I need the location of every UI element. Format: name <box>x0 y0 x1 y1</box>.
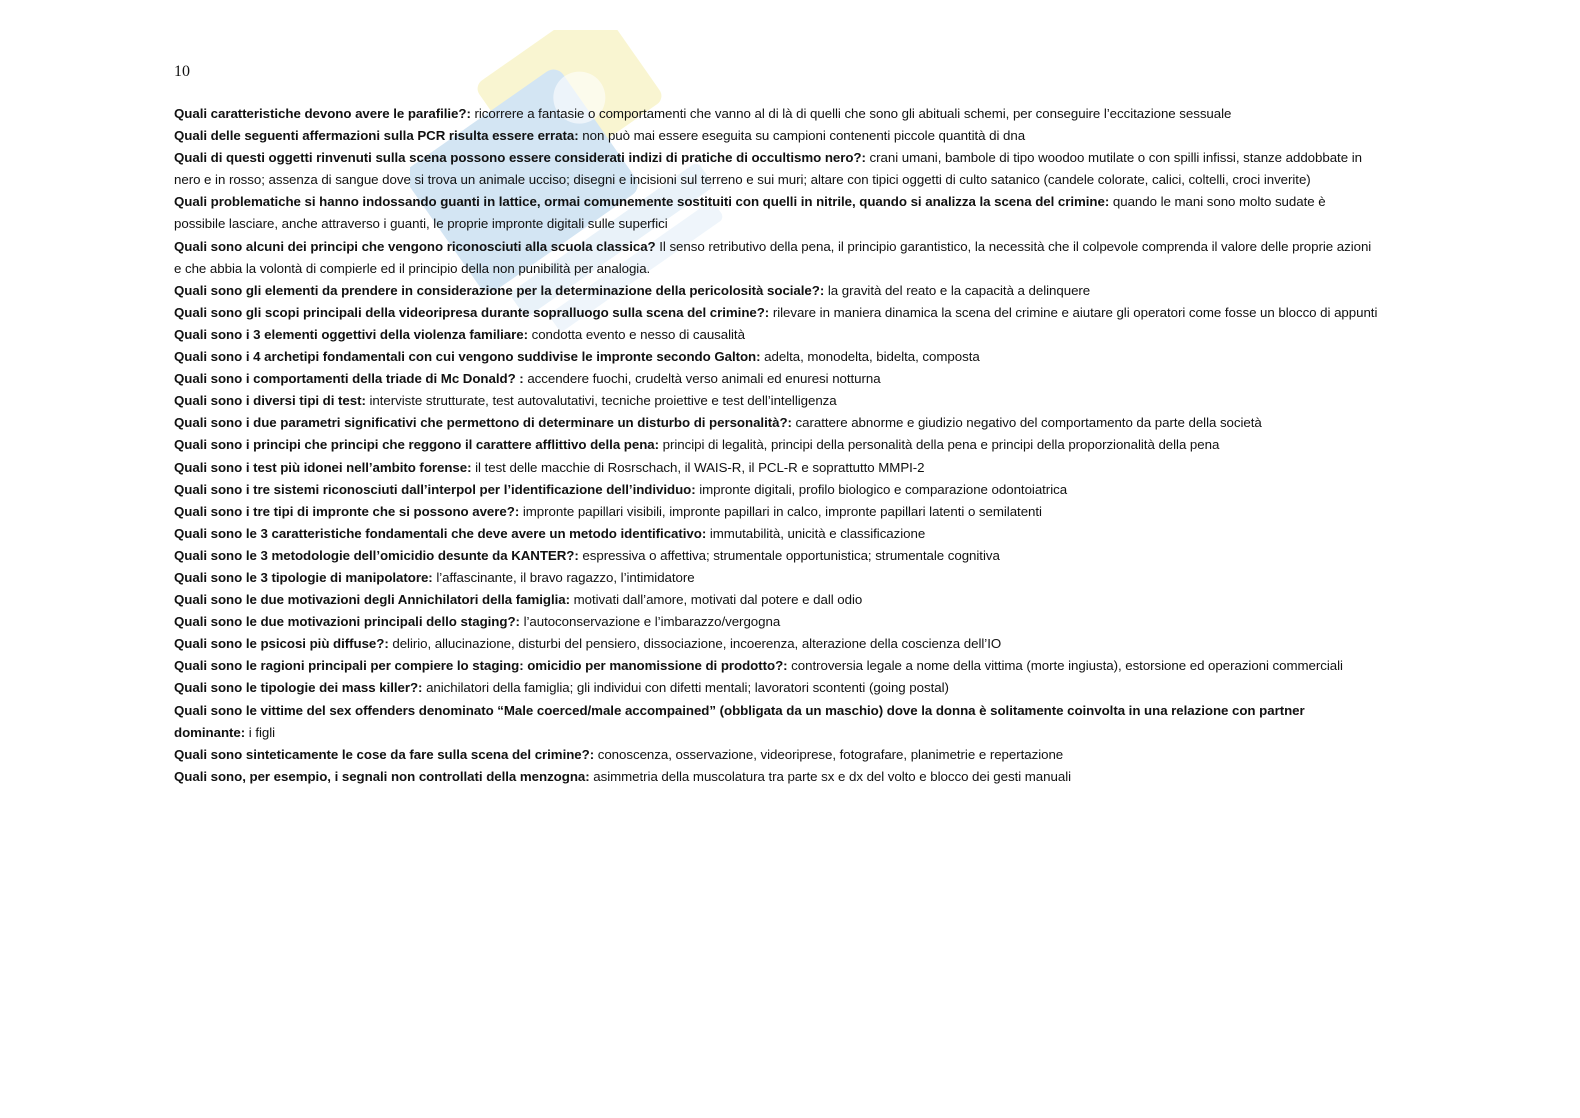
qa-item <box>174 655 1379 677</box>
answer-text: adelta, monodelta, bidelta, composta <box>760 349 980 365</box>
question-text: Quali sono le due motivazioni principali dello staging?: <box>174 614 520 630</box>
qa-item <box>174 236 1379 280</box>
qa-item <box>174 567 1379 589</box>
question-text: Quali sono le vittime del sex offenders denominato “Male coerced/male accompained” (obbligata da un maschio) dove la donna è solitamente coinvolta in una relazione con partner dominante: <box>174 702 1305 740</box>
answer-text: ricorrere a fantasie o comportamenti che vanno al di là di quelli che sono gli abituali schemi, per conseguire l’eccitazione sessuale <box>470 106 1232 121</box>
question-text: Quali sono le tipologie dei mass killer?: <box>174 680 423 696</box>
answer-text: principi di legalità, principi della personalità della pena e principi della proporzionalità della pena <box>659 437 1220 453</box>
qa-item <box>174 368 1379 390</box>
answer-text: il test delle macchie di Rosrschach, il WAIS-R, il PCL-R e soprattutto MMPI-2 <box>471 459 925 475</box>
qa-item <box>174 479 1379 501</box>
question-text: Quali sono gli elementi da prendere in considerazione per la determinazione della pericolosità sociale?: <box>174 282 825 298</box>
question-text: Quali sono i diversi tipi di test: <box>174 393 366 409</box>
question-text: Quali sono i 4 archetipi fondamentali con cui vengono suddivise le impronte secondo Galton: <box>174 349 761 365</box>
page-number: 10 <box>174 63 190 80</box>
qa-item <box>174 280 1379 302</box>
answer-text: Il senso retributivo della pena, il principio garantistico, la necessità che il colpevole comprenda il valore delle proprie azioni e che abbia la volontà di compierle ed il principio della non punibilità per analogia. <box>174 238 1372 276</box>
qa-item <box>174 346 1379 368</box>
answer-text: rilevare in maniera dinamica la scena del crimine e aiutare gli operatori come fosse un blocco di appunti <box>769 304 1378 320</box>
answer-text: delirio, allucinazione, disturbi del pensiero, dissociazione, incoerenza, alterazione della coscienza dell’IO <box>388 636 1002 652</box>
qa-item <box>174 434 1379 456</box>
qa-item <box>174 302 1379 324</box>
answer-text: carattere abnorme e giudizio negativo del comportamento da parte della società <box>791 415 1262 431</box>
qa-item <box>174 523 1379 545</box>
answer-text: asimmetria della muscolatura tra parte sx e dx del volto e blocco dei gesti manuali <box>589 768 1071 784</box>
answer-text: motivati dall’amore, motivati dal potere e dall odio <box>569 592 863 608</box>
answer-text: accendere fuochi, crudeltà verso animali ed enuresi notturna <box>523 371 881 387</box>
answer-text: condotta evento e nesso di causalità <box>527 326 745 342</box>
answer-text: la gravità del reato e la capacità a delinquere <box>824 282 1091 298</box>
qa-item <box>174 125 1379 147</box>
question-text: Quali problematiche si hanno indossando guanti in lattice, ormai comunemente sostituiti con quelli in nitrile, quando si analizza la scena del crimine: <box>174 194 1110 210</box>
qa-item <box>174 390 1379 412</box>
answer-text: i figli <box>245 724 276 740</box>
answer-text: conoscenza, osservazione, videoriprese, fotografare, planimetrie e repertazione <box>594 746 1064 762</box>
question-text: Quali sono i due parametri significativi che permettono di determinare un disturbo di personalità?: <box>174 415 792 431</box>
answer-text: l’affascinante, il bravo ragazzo, l’intimidatore <box>432 569 695 585</box>
qa-item <box>174 412 1379 434</box>
question-text: Quali di questi oggetti rinvenuti sulla scena possono essere considerati indizi di pratiche di occultismo nero?: <box>174 150 866 166</box>
qa-item <box>174 700 1379 744</box>
qa-item <box>174 324 1379 346</box>
qa-item <box>174 589 1379 611</box>
question-text: Quali sono i tre sistemi riconosciuti dall’interpol per l’identificazione dell’individuo: <box>174 481 696 497</box>
answer-text: quando le mani sono molto sudate è possibile lasciare, anche attraverso i guanti, le proprie impronte digitali sulle superfici <box>174 194 1326 232</box>
answer-text: non può mai essere eseguita su campioni contenenti piccole quantità di dna <box>578 128 1026 144</box>
qa-item <box>174 457 1379 479</box>
qa-item <box>174 611 1379 633</box>
qa-item <box>174 103 1379 125</box>
question-text: Quali sono alcuni dei principi che vengono riconosciuti alla scuola classica? <box>174 238 656 254</box>
qa-list <box>174 103 1379 788</box>
qa-item <box>174 766 1379 788</box>
question-text: Quali sono le due motivazioni degli Annichilatori della famiglia: <box>174 592 570 608</box>
question-text: Quali sono i tre tipi di impronte che si possono avere?: <box>174 503 520 519</box>
question-text: Quali sono i test più idonei nell’ambito forense: <box>174 459 472 475</box>
question-text: Quali sono i 3 elementi oggettivi della violenza familiare: <box>174 326 528 342</box>
question-text: Quali sono gli scopi principali della videoripresa durante sopralluogo sulla scena del crimine?: <box>174 304 770 320</box>
qa-item <box>174 633 1379 655</box>
answer-text: l’autoconservazione e l’imbarazzo/vergogna <box>519 614 781 630</box>
answer-text: anichilatori della famiglia; gli individui con difetti mentali; lavoratori scontenti (going postal) <box>422 680 949 696</box>
question-text: Quali sono, per esempio, i segnali non controllati della menzogna: <box>174 768 590 784</box>
question-text: Quali sono sinteticamente le cose da fare sulla scena del crimine?: <box>174 746 595 762</box>
question-text: Quali sono i comportamenti della triade di Mc Donald? : <box>174 371 524 387</box>
qa-item <box>174 744 1379 766</box>
answer-text: crani umani, bambole di tipo woodoo mutilate o con spilli infissi, stanze addobbate in nero e in rosso; assenza di sangue dove si trova un animale ucciso; disegni e incisioni sul terreno e sui muri; altare con tipici oggetti di culto satanico (candele colorate, calici, coltelli, croci inverite) <box>174 150 1362 188</box>
question-text: Quali caratteristiche devono avere le parafilie?: <box>174 106 471 121</box>
answer-text: impronte digitali, profilo biologico e comparazione odontoiatrica <box>695 481 1068 497</box>
qa-item <box>174 501 1379 523</box>
answer-text: espressiva o affettiva; strumentale opportunistica; strumentale cognitiva <box>578 547 1000 563</box>
answer-text: controversia legale a nome della vittima (morte ingiusta), estorsione ed operazioni commerciali <box>787 658 1343 674</box>
question-text: Quali sono le psicosi più diffuse?: <box>174 636 389 652</box>
question-text: Quali sono i principi che principi che reggono il carattere afflittivo della pena: <box>174 437 660 453</box>
question-text: Quali sono le 3 metodologie dell’omicidio desunte da KANTER?: <box>174 547 579 563</box>
qa-item <box>174 545 1379 567</box>
question-text: Quali sono le 3 caratteristiche fondamentali che deve avere un metodo identificativo: <box>174 525 707 541</box>
answer-text: immutabilità, unicità e classificazione <box>706 525 926 541</box>
question-text: Quali sono le 3 tipologie di manipolatore: <box>174 569 433 585</box>
qa-item <box>174 677 1379 699</box>
qa-item <box>174 147 1379 191</box>
qa-item <box>174 191 1379 235</box>
question-text: Quali delle seguenti affermazioni sulla PCR risulta essere errata: <box>174 128 579 144</box>
answer-text: impronte papillari visibili, impronte papillari in calco, impronte papillari latenti o semilatenti <box>519 503 1042 519</box>
question-text: Quali sono le ragioni principali per compiere lo staging: omicidio per manomissione di prodotto?: <box>174 658 788 674</box>
answer-text: interviste strutturate, test autovalutativi, tecniche proiettive e test dell’intelligenza <box>365 393 837 409</box>
